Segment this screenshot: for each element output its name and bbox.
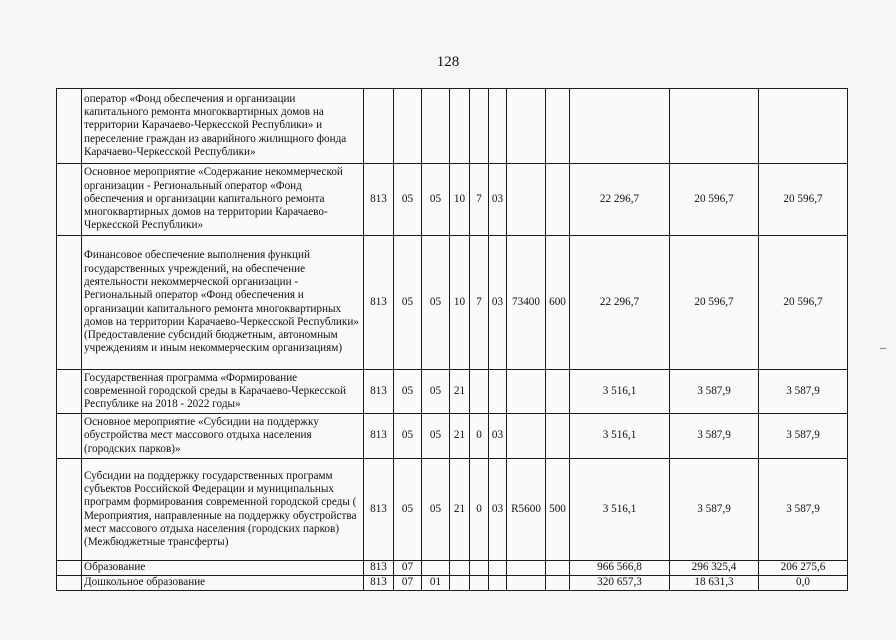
table-row — [57, 236, 848, 370]
subprogram-code — [470, 370, 489, 414]
table-row — [57, 576, 848, 591]
scan-artifact — [880, 348, 886, 349]
subprogram-code: 0 — [470, 414, 489, 459]
section-code: 07 — [394, 561, 422, 576]
amount-year-2 — [670, 89, 759, 164]
row-number-cell — [57, 561, 82, 576]
expense-type-code — [546, 89, 570, 164]
row-number-cell — [57, 164, 82, 236]
amount-year-3: 3 587,9 — [759, 414, 848, 459]
amount-year-3: 3 587,9 — [759, 370, 848, 414]
expense-type-code — [546, 576, 570, 591]
subsection-code: 01 — [422, 576, 450, 591]
row-number-cell — [57, 370, 82, 414]
amount-year-1: 22 296,7 — [570, 236, 670, 370]
direction-code — [507, 561, 546, 576]
amount-year-3: 20 596,7 — [759, 236, 848, 370]
row-number-cell — [57, 459, 82, 561]
program-code: 21 — [450, 370, 470, 414]
event-code: 03 — [489, 459, 507, 561]
program-code: 10 — [450, 236, 470, 370]
amount-year-3 — [759, 89, 848, 164]
subprogram-code — [470, 89, 489, 164]
item-name: Субсидии на поддержку государственных программ субъектов Российской Федерации и муниципальных программ формирования современной городской среды ( Мероприятия, направленные на поддержку обустройства мест массового отдыха населения (городских парков) (Межбюджетные трансферты) — [82, 459, 364, 561]
item-name: Финансовое обеспечение выполнения функций государственных учреждений, на обеспечение деятельности некоммерческой организации - Региональный оператор «Фонд обеспечения и организации капитального ремонта многоквартирных домов на территории Карачаево-Черкесской Республики» (Предоставление субсидий бюджетным, автономным учреждениям и иным некоммерческим организациям) — [82, 236, 364, 370]
section-code: 05 — [394, 414, 422, 459]
table-row — [57, 370, 848, 414]
item-name: Дошкольное образование — [82, 576, 364, 591]
amount-year-3: 3 587,9 — [759, 459, 848, 561]
section-code: 05 — [394, 370, 422, 414]
direction-code — [507, 370, 546, 414]
direction-code — [507, 414, 546, 459]
direction-code — [507, 89, 546, 164]
item-name: Основное мероприятие «Субсидии на поддержку обустройства мест массового отдыха населения (городских парков)» — [82, 414, 364, 459]
item-name: Государственная программа «Формирование современной городской среды в Карачаево-Черкесской Республике на 2018 - 2022 годы» — [82, 370, 364, 414]
amount-year-1: 3 516,1 — [570, 459, 670, 561]
amount-year-2: 3 587,9 — [670, 370, 759, 414]
direction-code — [507, 164, 546, 236]
row-number-cell — [57, 236, 82, 370]
table-row — [57, 459, 848, 561]
section-code — [394, 89, 422, 164]
direction-code: 73400 — [507, 236, 546, 370]
ministry-code: 813 — [364, 459, 394, 561]
subsection-code: 05 — [422, 414, 450, 459]
page-number: 128 — [436, 54, 460, 70]
expense-type-code: 600 — [546, 236, 570, 370]
program-code — [450, 89, 470, 164]
ministry-code: 813 — [364, 576, 394, 591]
subprogram-code: 7 — [470, 236, 489, 370]
program-code: 21 — [450, 459, 470, 561]
ministry-code: 813 — [364, 561, 394, 576]
table-row — [57, 561, 848, 576]
table-row — [57, 89, 848, 164]
row-number-cell — [57, 414, 82, 459]
expense-type-code — [546, 164, 570, 236]
subprogram-code — [470, 576, 489, 591]
direction-code — [507, 576, 546, 591]
event-code — [489, 89, 507, 164]
event-code — [489, 561, 507, 576]
amount-year-1 — [570, 89, 670, 164]
event-code — [489, 370, 507, 414]
section-code: 05 — [394, 236, 422, 370]
subsection-code: 05 — [422, 164, 450, 236]
amount-year-1: 3 516,1 — [570, 414, 670, 459]
item-name: Образование — [82, 561, 364, 576]
amount-year-3: 0,0 — [759, 576, 848, 591]
section-code: 05 — [394, 459, 422, 561]
subsection-code: 05 — [422, 236, 450, 370]
program-code — [450, 561, 470, 576]
section-code: 07 — [394, 576, 422, 591]
event-code: 03 — [489, 164, 507, 236]
amount-year-2: 18 631,3 — [670, 576, 759, 591]
item-name: Основное мероприятие «Содержание некоммерческой организации - Региональный оператор «Фонд обеспечения и организации капитального ремонта многоквартирных домов на территории Карачаево-Черкесской Республики» — [82, 164, 364, 236]
section-code: 05 — [394, 164, 422, 236]
ministry-code: 813 — [364, 236, 394, 370]
program-code: 21 — [450, 414, 470, 459]
expense-type-code: 500 — [546, 459, 570, 561]
ministry-code — [364, 89, 394, 164]
expense-type-code — [546, 414, 570, 459]
program-code: 10 — [450, 164, 470, 236]
amount-year-1: 320 657,3 — [570, 576, 670, 591]
program-code — [450, 576, 470, 591]
amount-year-3: 206 275,6 — [759, 561, 848, 576]
direction-code: R5600 — [507, 459, 546, 561]
event-code: 03 — [489, 236, 507, 370]
ministry-code: 813 — [364, 164, 394, 236]
amount-year-2: 20 596,7 — [670, 236, 759, 370]
subsection-code: 05 — [422, 459, 450, 561]
row-number-cell — [57, 89, 82, 164]
item-name: оператор «Фонд обеспечения и организации капитального ремонта многоквартирных домов на территории Карачаево-Черкесской Республики» и переселение граждан из аварийного жилищного фонда Карачаево-Черкесской Республики» — [82, 89, 364, 164]
amount-year-2: 296 325,4 — [670, 561, 759, 576]
subsection-code — [422, 89, 450, 164]
event-code: 03 — [489, 414, 507, 459]
subprogram-code: 0 — [470, 459, 489, 561]
ministry-code: 813 — [364, 414, 394, 459]
subprogram-code: 7 — [470, 164, 489, 236]
subprogram-code — [470, 561, 489, 576]
ministry-code: 813 — [364, 370, 394, 414]
amount-year-2: 3 587,9 — [670, 414, 759, 459]
amount-year-3: 20 596,7 — [759, 164, 848, 236]
subsection-code: 05 — [422, 370, 450, 414]
subsection-code — [422, 561, 450, 576]
budget-table — [56, 88, 848, 591]
amount-year-1: 966 566,8 — [570, 561, 670, 576]
amount-year-1: 22 296,7 — [570, 164, 670, 236]
event-code — [489, 576, 507, 591]
expense-type-code — [546, 370, 570, 414]
table-row — [57, 414, 848, 459]
table-row — [57, 164, 848, 236]
amount-year-2: 20 596,7 — [670, 164, 759, 236]
amount-year-1: 3 516,1 — [570, 370, 670, 414]
row-number-cell — [57, 576, 82, 591]
expense-type-code — [546, 561, 570, 576]
amount-year-2: 3 587,9 — [670, 459, 759, 561]
